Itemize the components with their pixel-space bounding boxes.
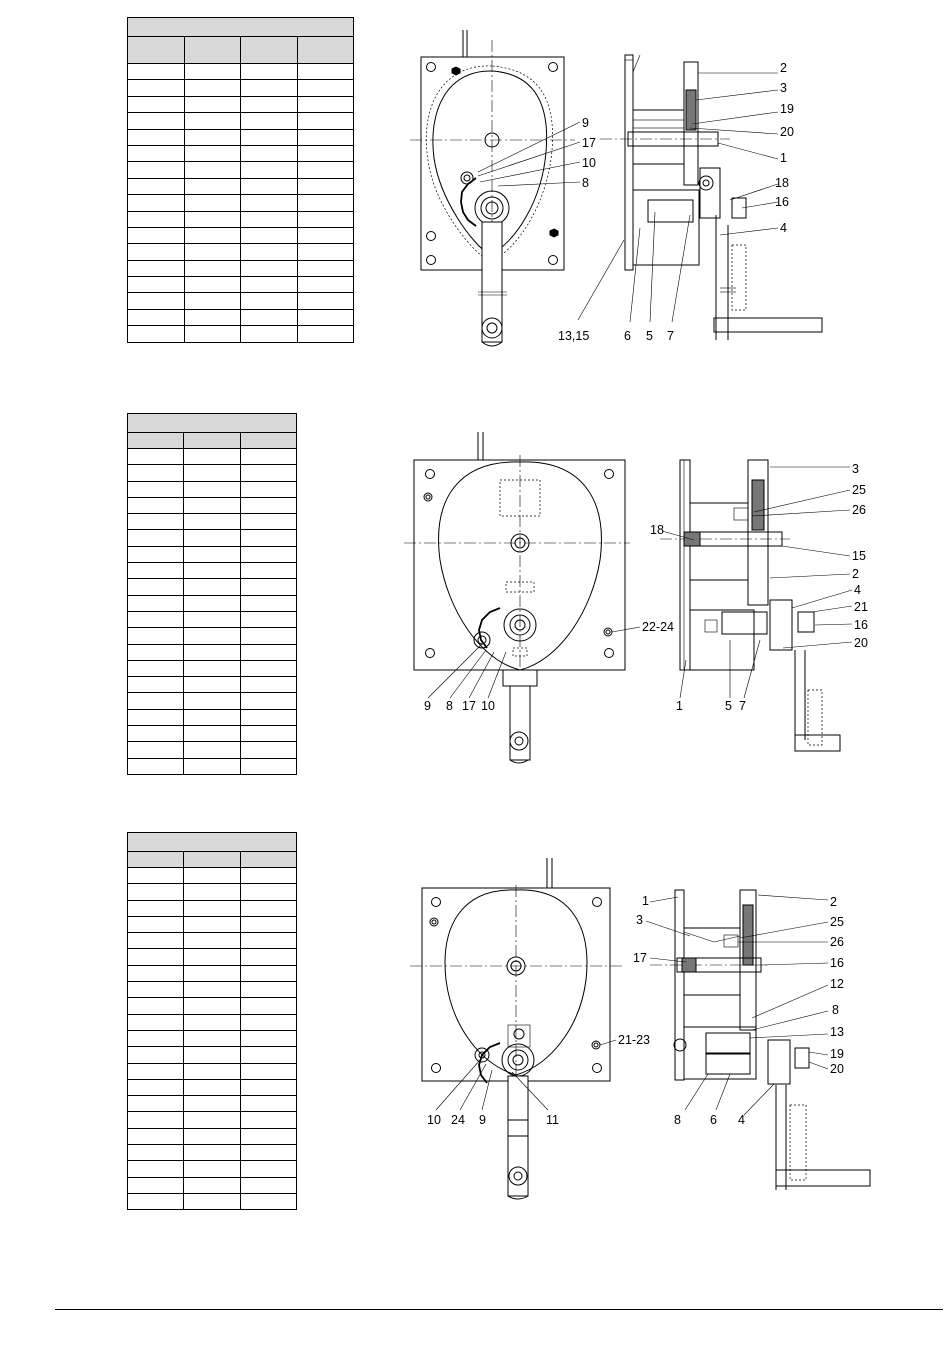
figure-2-front-view	[404, 432, 640, 763]
callout-3: 3	[636, 913, 643, 927]
callout-25: 25	[852, 483, 866, 497]
callout-9: 9	[424, 699, 431, 713]
callout-7: 7	[739, 699, 746, 713]
callout-25: 25	[830, 915, 844, 929]
callout-3: 3	[780, 81, 787, 95]
callout-2: 2	[830, 895, 837, 909]
figure-3-labels	[427, 894, 844, 1127]
callout-9: 9	[582, 116, 589, 130]
figure-1-front-view	[410, 30, 580, 346]
callout-17: 17	[582, 136, 596, 150]
callout-8: 8	[674, 1113, 681, 1127]
callout-17: 17	[633, 951, 647, 965]
callout-10: 10	[582, 156, 596, 170]
callout-8: 8	[832, 1003, 839, 1017]
callout-24: 24	[451, 1113, 465, 1127]
callout-26: 26	[830, 935, 844, 949]
callout-19: 19	[830, 1047, 844, 1061]
callout-17: 17	[462, 699, 476, 713]
callout-16: 16	[854, 618, 868, 632]
callout-19: 19	[780, 102, 794, 116]
callout-4: 4	[854, 583, 861, 597]
callout-5: 5	[646, 329, 653, 343]
callout-12: 12	[830, 977, 844, 991]
footer-rule	[55, 1309, 943, 1310]
callout-13: 13	[830, 1025, 844, 1039]
callout-16: 16	[775, 195, 789, 209]
callout-22-24: 22-24	[642, 620, 674, 634]
callout-2: 2	[780, 61, 787, 75]
callout-10: 10	[427, 1113, 441, 1127]
figure-2-side-view	[660, 460, 852, 751]
figure-3-front-view	[410, 858, 622, 1199]
callout-1: 1	[780, 151, 787, 165]
callout-20: 20	[830, 1062, 844, 1076]
callout-6: 6	[624, 329, 631, 343]
callout-1: 1	[642, 894, 649, 908]
callout-13-15: 13,15	[558, 329, 590, 343]
callout-4: 4	[780, 221, 787, 235]
callout-18: 18	[650, 523, 664, 537]
callout-10: 10	[481, 699, 495, 713]
callout-3: 3	[852, 462, 859, 476]
callout-26: 26	[852, 503, 866, 517]
callout-8: 8	[582, 176, 589, 190]
callout-9: 9	[479, 1113, 486, 1127]
callout-16: 16	[830, 956, 844, 970]
callout-20: 20	[780, 125, 794, 139]
callout-4: 4	[738, 1113, 745, 1127]
callout-1: 1	[676, 699, 683, 713]
callout-6: 6	[710, 1113, 717, 1127]
callout-5: 5	[725, 699, 732, 713]
callout-11: 11	[546, 1113, 559, 1127]
callout-2: 2	[852, 567, 859, 581]
figure-2-labels	[424, 462, 868, 713]
callout-7: 7	[667, 329, 674, 343]
callout-15: 15	[852, 549, 866, 563]
callout-18: 18	[775, 176, 789, 190]
callout-21-23: 21-23	[618, 1033, 650, 1047]
callout-21: 21	[854, 600, 868, 614]
callout-20: 20	[854, 636, 868, 650]
callout-8: 8	[446, 699, 453, 713]
figure-1-labels	[558, 61, 794, 343]
